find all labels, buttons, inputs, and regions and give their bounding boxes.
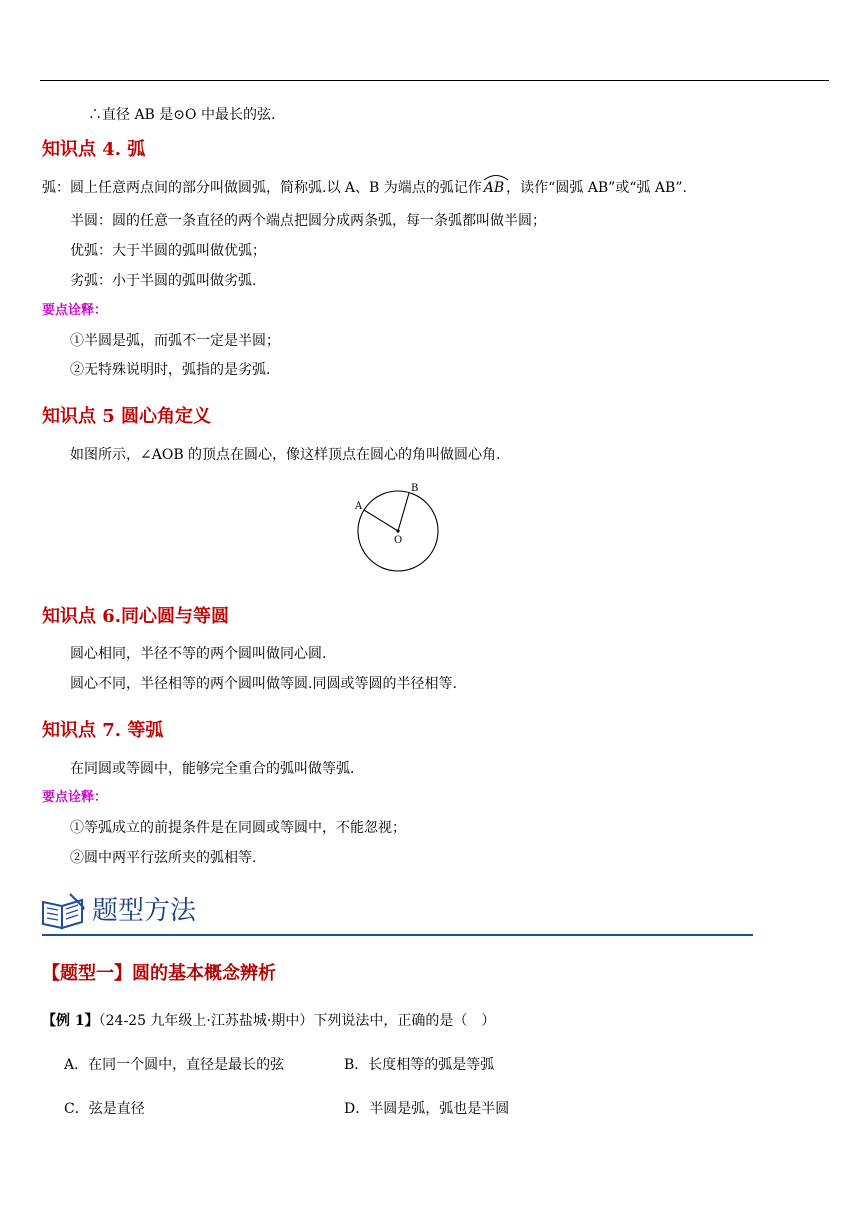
arc-definition bbox=[42, 179, 687, 197]
kp4-note-heading: 要点诠释： bbox=[42, 303, 108, 318]
example1-text: （24-25 九年级上·江苏盐城·期中）下列说法中，正确的是（ ） bbox=[98, 1013, 496, 1029]
example1-question bbox=[42, 1012, 495, 1030]
label-o: O bbox=[394, 535, 403, 546]
minor-arc-definition: 劣弧：小于半圆的弧叫做劣弧. bbox=[70, 273, 257, 289]
kp7-heading: 知识点 7. 等弧 bbox=[42, 720, 164, 741]
kp6-heading: 知识点 6.同心圆与等圆 bbox=[42, 606, 230, 627]
header-rule bbox=[40, 80, 829, 81]
kp4-note-2: ②无特殊说明时，弧指的是劣弧. bbox=[70, 362, 271, 378]
arc-ab-symbol bbox=[484, 179, 504, 197]
arc-def-reading: ，读作“圆弧 AB”或“弧 AB”. bbox=[506, 180, 687, 196]
label-b: B bbox=[411, 483, 419, 494]
option-a: A．在同一个圆中，直径是最长的弦 bbox=[64, 1057, 285, 1073]
central-angle-figure bbox=[348, 478, 448, 578]
kp7-note-heading: 要点诠释： bbox=[42, 790, 108, 805]
radius-oa bbox=[364, 510, 398, 531]
arc-label: AB bbox=[483, 180, 505, 196]
arc-def-text: 弧：圆上任意两点间的部分叫做圆弧，简称弧.以 A、B 为端点的弧记作 bbox=[42, 180, 482, 196]
option-d: D．半圆是弧，弧也是半圆 bbox=[344, 1101, 510, 1117]
open-book-icon bbox=[40, 892, 86, 932]
label-a: A bbox=[355, 501, 363, 512]
kp6-line-2: 圆心不同，半径相等的两个圆叫做等圆.同圆或等圆的半径相等. bbox=[70, 676, 457, 692]
kp4-heading: 知识点 4. 弧 bbox=[42, 139, 146, 160]
kp7-note-1: ①等弧成立的前提条件是在同圆或等圆中，不能忽视； bbox=[70, 820, 406, 836]
semicircle-definition: 半圆：圆的任意一条直径的两个端点把圆分成两条弧，每一条弧都叫做半圆； bbox=[70, 213, 546, 229]
kp5-text: 如图所示，∠AOB 的顶点在圆心，像这样顶点在圆心的角叫做圆心角. bbox=[70, 447, 501, 463]
kp7-text: 在同圆或等圆中，能够完全重合的弧叫做等弧. bbox=[70, 761, 355, 777]
type1-heading: 【题型一】圆的基本概念辨析 bbox=[42, 963, 276, 984]
section-banner-title: 题型方法 bbox=[92, 896, 197, 926]
kp6-line-1: 圆心相同，半径不等的两个圆叫做同心圆. bbox=[70, 646, 327, 662]
section-banner-rule bbox=[42, 934, 753, 936]
arc-overline-icon bbox=[483, 173, 509, 181]
kp4-note-1: ①半圆是弧，而弧不一定是半圆； bbox=[70, 333, 280, 349]
conclusion-line: ∴直径 AB 是⊙O 中最长的弦. bbox=[88, 107, 276, 123]
kp7-note-2: ②圆中两平行弦所夹的弧相等. bbox=[70, 850, 257, 866]
kp5-heading: 知识点 5 圆心角定义 bbox=[42, 406, 212, 427]
radius-ob bbox=[398, 493, 409, 531]
option-b: B．长度相等的弧是等弧 bbox=[344, 1057, 495, 1073]
example1-label: 【例 1】 bbox=[42, 1013, 99, 1029]
option-c: C．弦是直径 bbox=[64, 1101, 145, 1117]
major-arc-definition: 优弧：大于半圆的弧叫做优弧； bbox=[70, 243, 266, 259]
center-point bbox=[396, 529, 399, 532]
